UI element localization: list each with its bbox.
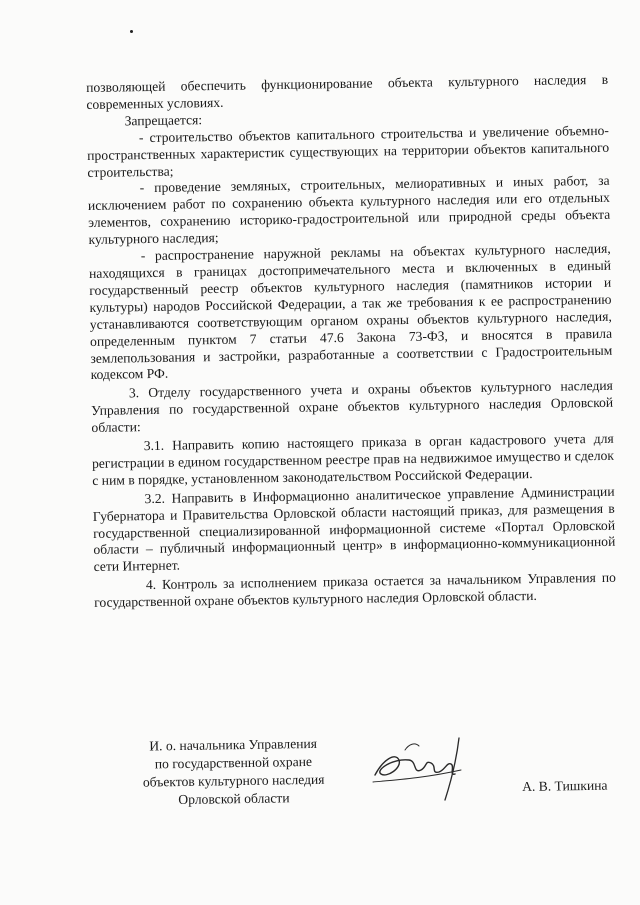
signatory-position-line: Орловской области [178,790,290,808]
paragraph-item-4: 4. Контроль за исполнением приказа остается за начальником Управления по государственной охране объектов культурного наследия Орловской области. [94,570,616,611]
paragraph-item-3: 3. Отделу государственного учета и охраны объектов культурного наследия Управления по государственной охране объектов культурного наследия Орловской области: [91,378,614,436]
signatory-position-line: объектов культурного наследия [142,771,325,790]
stray-mark [130,30,133,33]
signatory-position-line: по государственной охране [154,753,313,772]
handwritten-signature [365,730,475,810]
paragraph-item-3-2: 3.2. Направить в Информационно аналитическое управление Администрации Губернатора и Правительства Орловской области настоящий приказ, для размещения в государственной специализированной информационной системе «Портал Орловской области – публичный информационный центр» в информационно-коммуникационной сети Интернет. [92,483,616,575]
signatory-position [118,734,349,810]
paragraph-item-3-1: 3.1. Направить копию настоящего приказа в орган кадастрового учета для регистрации в едином государственном реестре прав на недвижимое имущество и сделок с ним в порядке, установленном законодательством Российской Федерации. [91,430,615,488]
paragraph-prohibition-advertising: - распространение наружной рекламы на объектах культурного наследия, находящихся в границах достопримечательного места и включенных в единый государственный реестр объектов культурного наследия (памятников истории и культуры) народов Российской Федерации, а так же требования к ее распространению устанавливаются соответствующим органом охраны объектов культурного наследия, определенным пунктом 7 статьи 47.6 Закона 73-ФЗ, и вносятся в правила землепользования и застройки, разработанные а соответствии с Градостроительным кодексом РФ. [88,240,613,383]
signatory-name: А. В. Тишкина [522,777,608,794]
paragraph-prohibited-heading: Запрещается: [124,111,203,129]
paragraph-prohibition-works: - проведение земляных, строительных, мелиоративных и иных работ, за исключением работ по сохранению объекта культурного наследия или его отдельных элементов, сохранению историко-градостроительной или природной среды объекта культурного наследия; [87,173,611,248]
signatory-position-line: И. о. начальника Управления [149,735,318,754]
paragraph-prohibition-construction: - строительство объектов капитального строительства и увеличение объемно-пространственных характеристик существующих на территории объектов капитального строительства; [87,122,610,180]
paragraph-continuation: позволяющей обеспечить функционирование объекта культурного наследия в современных условиях. [86,71,609,112]
document-body [86,72,616,612]
